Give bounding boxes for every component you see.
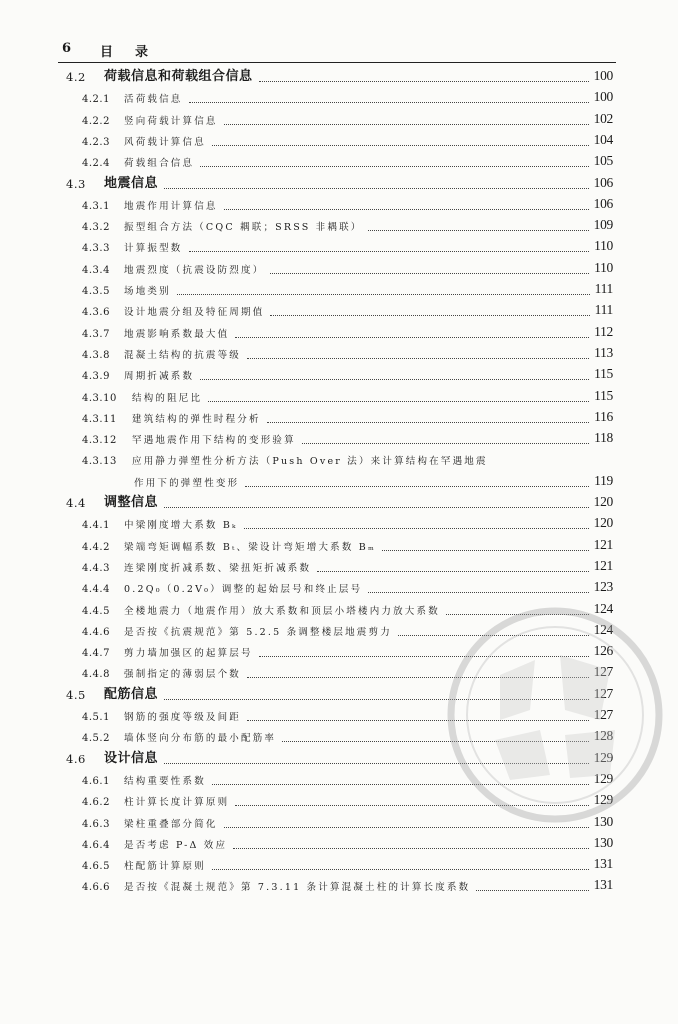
toc-section-entry[interactable] — [0, 66, 678, 86]
toc-entry-number: 4.2.4 — [82, 158, 110, 170]
toc-dot-leader — [200, 379, 589, 380]
toc-subsection-entry[interactable] — [0, 620, 678, 640]
toc-entry-title: 0.2Q₀（0.2V₀）调整的起始层号和终止层号 — [124, 584, 363, 596]
toc-dot-leader — [200, 166, 589, 167]
toc-page-number: 115 — [594, 366, 613, 382]
toc-page-number: 100 — [593, 89, 613, 105]
toc-subsection-entry[interactable] — [0, 279, 678, 299]
toc-subsection-entry[interactable] — [0, 258, 678, 278]
toc-subsection-entry[interactable] — [0, 194, 678, 214]
toc-entry-title: 柱计算长度计算原则 — [124, 797, 230, 809]
toc-page-number: 109 — [593, 217, 613, 233]
toc-subsection-entry[interactable] — [0, 449, 678, 469]
toc-entry-title: 是否按《混凝土规范》第 7.3.11 条计算混凝土柱的计算长度系数 — [124, 882, 471, 894]
toc-dot-leader — [208, 401, 589, 402]
toc-subsection-entry[interactable] — [0, 322, 678, 342]
toc-entry-number: 4.5.2 — [82, 733, 110, 745]
toc-entry-number: 4.4 — [66, 496, 86, 510]
page-title: 目录 — [100, 45, 171, 60]
toc-entry-number: 4.4.4 — [82, 584, 110, 596]
toc-dot-leader — [224, 209, 589, 210]
toc-page-number: 118 — [594, 430, 613, 446]
toc-page-number: 116 — [594, 408, 613, 424]
toc-entry-number: 4.4.8 — [82, 669, 110, 681]
toc-page-number: 100 — [593, 68, 613, 83]
toc-entry-number: 4.3.8 — [82, 349, 110, 361]
toc-subsection-entry[interactable] — [0, 535, 678, 555]
toc-subsection-entry[interactable] — [0, 513, 678, 533]
toc-dot-leader — [317, 571, 589, 572]
toc-subsection-entry[interactable] — [0, 833, 678, 853]
toc-entry-title: 地震信息 — [104, 175, 159, 191]
page-header — [62, 36, 618, 62]
toc-entry-number: 4.6.1 — [82, 775, 110, 787]
toc-page-number: 126 — [593, 643, 613, 659]
toc-dot-leader — [247, 358, 589, 359]
toc-entry-number: 4.2.3 — [82, 136, 110, 148]
toc-page-number: 128 — [593, 728, 613, 744]
toc-subsection-entry[interactable] — [0, 151, 678, 171]
toc-dot-leader — [212, 784, 589, 785]
toc-subsection-entry[interactable] — [0, 343, 678, 363]
toc-entry-title: 配筋信息 — [104, 686, 159, 702]
toc-page-number: 121 — [593, 557, 613, 573]
toc-page-number: 129 — [593, 792, 613, 808]
toc-subsection-entry[interactable] — [0, 471, 678, 491]
toc-dot-leader — [382, 550, 589, 551]
toc-dot-leader — [259, 81, 589, 82]
toc-entry-number: 4.4.5 — [82, 605, 110, 617]
toc-page-number: 121 — [593, 536, 613, 552]
toc-entry-title: 建筑结构的弹性时程分析 — [132, 413, 261, 425]
toc-entry-number: 4.6.4 — [82, 839, 110, 851]
toc-dot-leader — [476, 890, 589, 891]
toc-dot-leader — [247, 720, 589, 721]
toc-page-number: 102 — [593, 110, 613, 126]
toc-entry-number: 4.4.1 — [82, 520, 110, 532]
toc-entry-title: 钢筋的强度等级及间距 — [124, 712, 242, 723]
toc-dot-leader — [212, 869, 589, 870]
toc-entry-title: 全楼地震力（地震作用）放大系数和顶层小塔楼内力放大系数 — [124, 605, 440, 617]
toc-page-number: 124 — [593, 621, 613, 637]
toc-entry-title: 荷载组合信息 — [124, 158, 195, 170]
toc-section-entry[interactable] — [0, 684, 678, 704]
toc-dot-leader — [224, 124, 589, 125]
toc-page-number: 110 — [594, 259, 613, 275]
toc-entry-number: 4.4.6 — [82, 626, 110, 638]
header-rule — [58, 62, 616, 63]
toc-entry-number: 4.4.7 — [82, 648, 110, 660]
toc-entry-number: 4.3.4 — [82, 264, 110, 276]
toc-entry-title: 设计地震分组及特征周期值 — [124, 307, 265, 319]
toc-page-number: 111 — [594, 281, 613, 296]
toc-entry-number: 4.4.2 — [82, 541, 110, 553]
toc-entry-number: 4.4.3 — [82, 562, 110, 574]
toc-dot-leader — [164, 699, 589, 700]
toc-subsection-entry[interactable] — [0, 790, 678, 810]
toc-entry-title: 作用下的弹塑性变形 — [134, 477, 240, 489]
toc-entry-title: 地震作用计算信息 — [124, 200, 218, 212]
toc-subsection-entry[interactable] — [0, 662, 678, 682]
toc-page-number: 127 — [593, 664, 613, 680]
toc-entry-title: 周期折减系数 — [124, 371, 195, 383]
toc-page-number: 131 — [593, 877, 613, 893]
toc-entry-number: 4.3.2 — [82, 222, 110, 234]
toc-page-number: 127 — [593, 685, 613, 701]
toc-page-number: 120 — [593, 515, 613, 531]
toc-dot-leader — [270, 315, 590, 316]
toc-section-entry[interactable] — [0, 492, 678, 512]
toc-dot-leader — [368, 230, 589, 231]
toc-entry-number: 4.3.6 — [82, 307, 110, 319]
toc-dot-leader — [446, 614, 589, 615]
toc-page-number: 129 — [593, 749, 613, 765]
toc-page-number: 110 — [594, 238, 613, 254]
toc-subsection-entry[interactable] — [0, 215, 678, 235]
toc-entry-title: 活荷载信息 — [124, 94, 183, 106]
toc-entry-number: 4.2.1 — [82, 94, 110, 106]
toc-entry-title: 风荷载计算信息 — [124, 136, 206, 148]
toc-entry-title: 罕遇地震作用下结构的变形验算 — [132, 435, 296, 447]
toc-entry-title: 地震烈度（抗震设防烈度） — [124, 264, 265, 276]
toc-page-number: 111 — [594, 302, 613, 318]
toc-page-number: 106 — [593, 195, 613, 211]
toc-dot-leader — [164, 507, 589, 508]
toc-dot-leader — [212, 145, 589, 146]
toc-subsection-entry[interactable] — [0, 407, 678, 427]
toc-subsection-entry[interactable] — [0, 87, 678, 107]
toc-entry-title: 是否考虑 P-Δ 效应 — [124, 839, 228, 851]
toc-entry-title: 强制指定的薄弱层个数 — [124, 669, 242, 681]
toc-entry-title: 调整信息 — [104, 495, 159, 510]
toc-page-number: 105 — [593, 153, 613, 169]
toc-dot-leader — [189, 102, 589, 103]
toc-entry-number: 4.3.1 — [82, 200, 110, 212]
toc-page-number: 129 — [593, 770, 613, 786]
toc-entry-title: 梁端弯矩调幅系数 Bₜ、梁设计弯矩增大系数 Bₘ — [124, 541, 376, 553]
toc-entry-number: 4.3.5 — [82, 286, 110, 297]
toc-subsection-entry[interactable] — [0, 300, 678, 320]
toc-entry-number: 4.3.3 — [82, 243, 110, 255]
toc-section-entry[interactable] — [0, 748, 678, 768]
toc-subsection-entry[interactable] — [0, 705, 678, 725]
toc-subsection-entry[interactable] — [0, 236, 678, 256]
toc-entry-title: 计算振型数 — [124, 243, 183, 255]
toc-entry-number: 4.3.10 — [82, 392, 117, 404]
toc-entry-title: 柱配筋计算原则 — [124, 861, 206, 873]
toc-entry-number: 4.6 — [66, 751, 86, 766]
page-number: 6 — [62, 41, 72, 56]
toc-subsection-entry[interactable] — [0, 556, 678, 576]
toc-entry-number: 4.3.11 — [82, 413, 117, 425]
toc-page-number: 115 — [594, 387, 613, 403]
toc-entry-title: 剪力墙加强区的起算层号 — [124, 648, 253, 660]
toc-page-number: 124 — [593, 600, 613, 616]
toc-dot-leader — [164, 763, 589, 764]
toc-entry-title: 梁柱重叠部分简化 — [124, 818, 218, 830]
toc-entry-number: 4.6.5 — [82, 861, 110, 873]
toc-page-number: 123 — [593, 579, 613, 595]
toc-entry-title: 是否按《抗震规范》第 5.2.5 条调整楼层地震剪力 — [124, 626, 392, 638]
toc-subsection-entry[interactable] — [0, 428, 678, 448]
toc-entry-number: 4.6.2 — [82, 797, 110, 809]
toc-entry-title: 振型组合方法（CQC 耦联；SRSS 非耦联） — [124, 222, 363, 234]
toc-dot-leader — [177, 294, 590, 295]
toc-subsection-entry[interactable] — [0, 769, 678, 789]
toc-entry-number: 4.3.7 — [82, 328, 110, 340]
toc-entry-title: 结构重要性系数 — [124, 775, 206, 787]
toc-entry-number: 4.3.12 — [82, 435, 117, 447]
toc-dot-leader — [189, 251, 589, 252]
toc-entry-title: 场地类别 — [124, 286, 171, 297]
toc-dot-leader — [235, 337, 589, 338]
toc-entry-title: 连梁刚度折减系数、梁扭矩折减系数 — [124, 562, 312, 574]
toc-page-number: 120 — [593, 494, 613, 509]
toc-entry-number: 4.5 — [66, 687, 86, 702]
toc-entry-number: 4.2 — [66, 70, 86, 84]
toc-subsection-entry[interactable] — [0, 875, 678, 895]
toc-page-number: 131 — [593, 856, 613, 872]
toc-page-number: 112 — [594, 323, 613, 339]
toc-page-number: 106 — [593, 174, 613, 190]
toc-subsection-entry[interactable] — [0, 577, 678, 597]
toc-entry-number: 4.2.2 — [82, 115, 110, 127]
toc-entry-number: 4.6.3 — [82, 818, 110, 830]
toc-entry-title: 墙体竖向分布筋的最小配筋率 — [124, 733, 277, 745]
toc-entry-title: 竖向荷载计算信息 — [124, 115, 218, 127]
toc-dot-leader — [247, 677, 589, 678]
toc-page-number: 127 — [593, 707, 613, 722]
toc-entry-title: 应用静力弹塑性分析方法（Push Over 法）来计算结构在罕遇地震 — [132, 456, 488, 468]
toc-subsection-entry[interactable] — [0, 364, 678, 384]
toc-subsection-entry[interactable] — [0, 854, 678, 874]
toc-dot-leader — [235, 805, 589, 806]
toc-entry-title: 荷载信息和荷载组合信息 — [104, 69, 253, 84]
toc-entry-number: 4.3.9 — [82, 371, 110, 383]
toc-dot-leader — [224, 827, 589, 828]
toc-page-number: 113 — [594, 344, 613, 360]
toc-page-number: 119 — [594, 472, 613, 488]
toc-page-number: 130 — [593, 813, 613, 829]
toc-dot-leader — [270, 273, 589, 274]
toc-page-number: 130 — [593, 834, 613, 850]
toc-subsection-entry[interactable] — [0, 641, 678, 661]
toc-subsection-entry[interactable] — [0, 599, 678, 619]
toc-dot-leader — [267, 422, 589, 423]
toc-entry-title: 结构的阻尼比 — [132, 392, 203, 404]
toc-subsection-entry[interactable] — [0, 130, 678, 150]
toc-entry-number: 4.3.13 — [82, 456, 117, 468]
toc-dot-leader — [164, 188, 589, 189]
toc-entry-number: 4.6.6 — [82, 882, 110, 894]
toc-dot-leader — [282, 741, 589, 742]
toc-dot-leader — [398, 635, 589, 636]
toc-entry-title: 中梁刚度增大系数 Bₖ — [124, 520, 238, 532]
toc-dot-leader — [302, 443, 589, 444]
toc-entry-title: 设计信息 — [104, 750, 159, 766]
toc-subsection-entry[interactable] — [0, 109, 678, 129]
toc-page-number: 104 — [593, 131, 613, 147]
toc-entry-number: 4.3 — [66, 176, 86, 191]
toc-subsection-entry[interactable] — [0, 386, 678, 406]
toc-dot-leader — [233, 848, 589, 849]
toc-dot-leader — [259, 656, 589, 657]
toc-entry-title: 混凝土结构的抗震等级 — [124, 349, 242, 361]
toc-entry-number: 4.5.1 — [82, 712, 110, 723]
toc-dot-leader — [245, 486, 589, 487]
toc-dot-leader — [368, 592, 589, 593]
toc-section-entry[interactable] — [0, 173, 678, 193]
toc-subsection-entry[interactable] — [0, 726, 678, 746]
toc-dot-leader — [244, 528, 589, 529]
toc-entry-title: 地震影响系数最大值 — [124, 328, 230, 340]
toc-subsection-entry[interactable] — [0, 812, 678, 832]
